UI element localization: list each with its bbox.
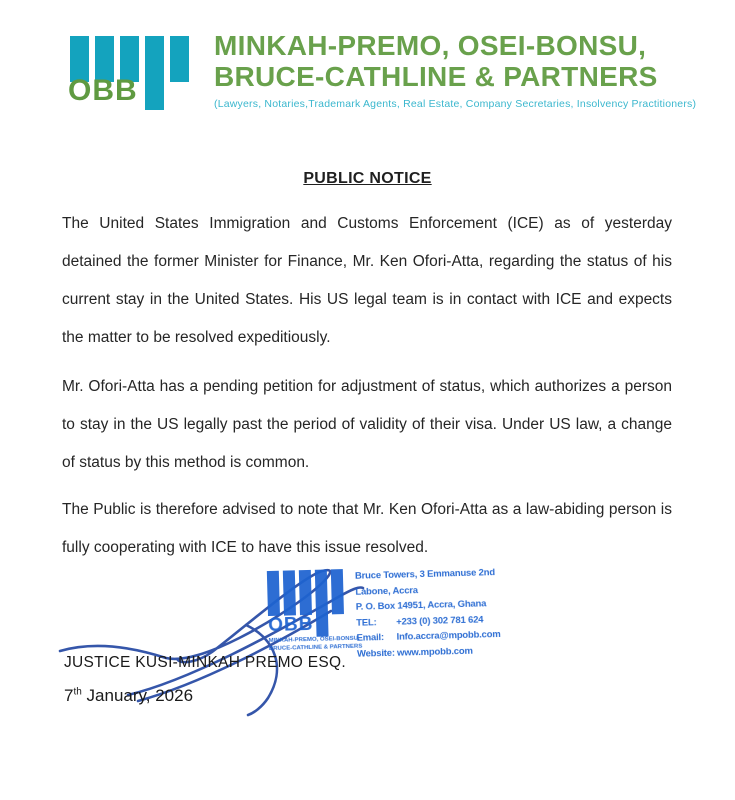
date-day: 7	[64, 686, 74, 705]
stamp-logo-bar	[315, 569, 329, 636]
firm-identity	[214, 30, 696, 110]
notice-paragraph-2: Mr. Ofori-Atta has a pending petition for adjustment of status, which authorizes a person to stay in the US legally past the period of validity of their visa. Under US law, a change of status by this method is common.	[62, 378, 672, 471]
logo-bar	[170, 36, 189, 82]
stamp-address-line1: Bruce Towers, 3 Emmanuse 2nd	[354, 567, 496, 582]
office-stamp	[267, 565, 501, 664]
stamp-firm-line2: BRUCE-CATHLINE & PARTNERS	[268, 643, 363, 652]
stamp-email-value: Info.accra@mpobb.com	[396, 628, 501, 643]
signature-block	[0, 560, 735, 760]
stamp-logo-text: OBB	[267, 613, 314, 637]
notice-paragraph-3: The Public is therefore advised to note that Mr. Ken Ofori-Atta as a law-abiding person is fully cooperating with ICE to have this issue resolved.	[62, 501, 672, 556]
letterhead	[70, 30, 696, 116]
date-rest: January, 2026	[81, 686, 194, 705]
stamp-logo-bar	[299, 570, 312, 615]
stamp-website-line	[357, 642, 501, 661]
obb-logo	[70, 36, 196, 116]
stamp-firm-line1: MINKAH-PREMO, OSEI-BONSU,	[268, 636, 360, 645]
stamp-logo	[267, 569, 363, 663]
stamp-address-line3: P. O. Box 14951, Accra, Ghana	[355, 598, 487, 613]
notice-paragraph-1: The United States Immigration and Customs Enforcement (ICE) as of yesterday detained the former Minister for Finance, Mr. Ken Ofori-Atta, regarding the status of his current stay in the United States. His US legal team is in contact with ICE and expects the matter to be resolved expeditiously.	[62, 215, 672, 346]
stamp-website-value: www.mpobb.com	[396, 645, 473, 659]
document-date	[64, 686, 193, 706]
stamp-address	[355, 565, 501, 662]
firm-name-line2: BRUCE-CATHLINE & PARTNERS	[214, 61, 658, 92]
stamp-logo-bar	[267, 571, 280, 616]
stamp-address-line2: Labone, Accra	[355, 584, 419, 598]
stamp-website-label: Website:	[356, 647, 395, 660]
notice-title: PUBLIC NOTICE	[303, 170, 432, 187]
stamp-email-label: Email:	[356, 632, 385, 644]
signatory-name: JUSTICE KUSI-MINKAH PREMO ESQ.	[64, 654, 347, 671]
stamp-logo-bar	[331, 569, 344, 614]
obb-logo-text: OBB	[68, 74, 138, 107]
stamp-logo-bar	[283, 570, 296, 615]
firm-subtitle: (Lawyers, Notaries,Trademark Agents, Real Estate, Company Secretaries, Insolvency Practitioners)	[214, 98, 697, 110]
stamp-firm-name	[268, 636, 363, 652]
logo-bar	[145, 36, 164, 110]
date-ordinal: th	[73, 686, 82, 698]
stamp-tel-label: TEL:	[356, 616, 377, 629]
firm-name-line1: MINKAH-PREMO, OSEI-BONSU,	[214, 30, 647, 61]
stamp-tel-value: +233 (0) 302 781 624	[396, 613, 484, 628]
